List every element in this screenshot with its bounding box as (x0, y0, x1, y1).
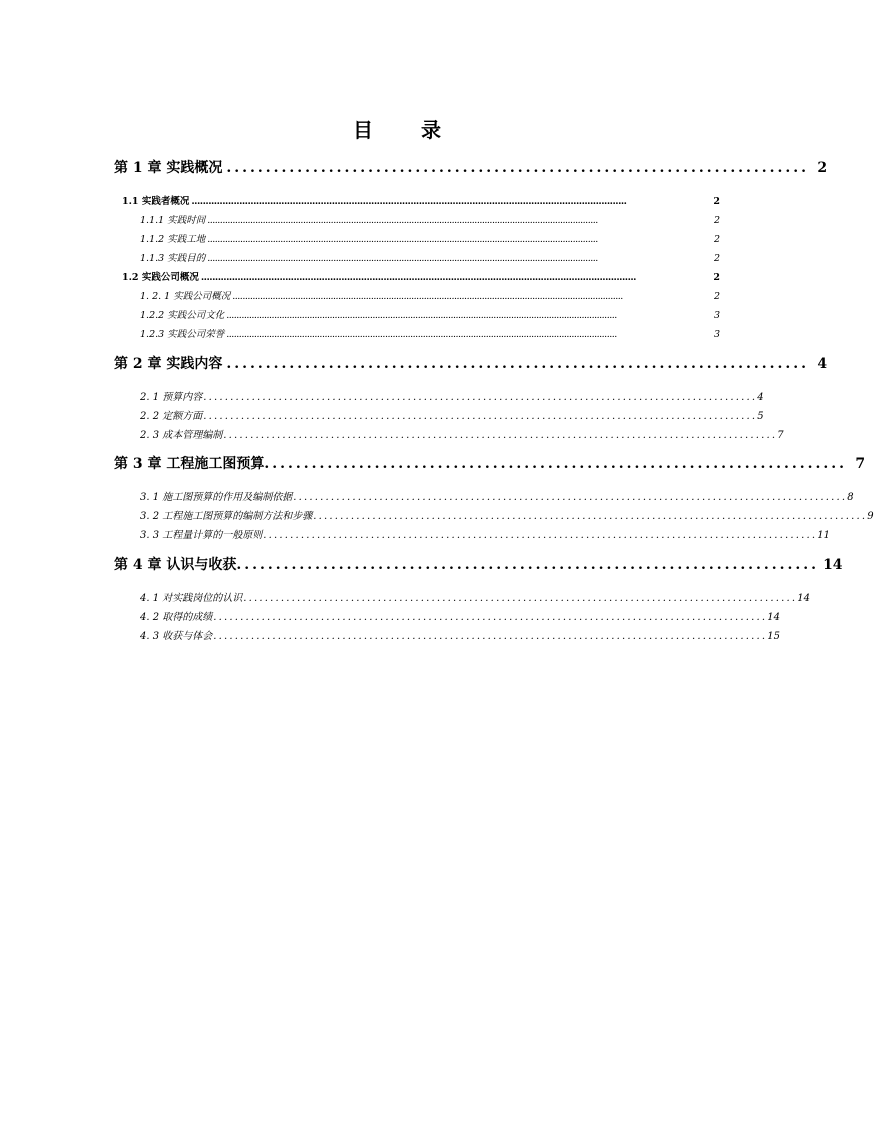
leader-dots: ....................................................................................................... (223, 430, 778, 441)
toc-entry-page: 5 (757, 411, 764, 422)
toc-entry-label: 1.1.1 实践时间 (140, 215, 206, 226)
leader-dots: .......................................................................... (226, 160, 810, 176)
toc-entry-label: 1. 2. 1 实践公司概况 (140, 291, 231, 302)
toc-entry-chapter-1[interactable] (114, 157, 828, 177)
toc-entry-label: 第 2 章 实践内容 (114, 356, 223, 372)
toc-entry-4-1[interactable] (140, 589, 811, 604)
leader-dots: ....................................................................................................... (203, 411, 758, 422)
toc-entry-label: 1.1.3 实践目的 (140, 253, 206, 264)
toc-entry-1-1-2[interactable] (140, 231, 720, 245)
leader-dots: ....................................................................................................... (263, 530, 818, 541)
toc-entry-chapter-3[interactable] (114, 453, 866, 473)
toc-entry-label: 第 3 章 工程施工图预算 (114, 456, 265, 472)
toc-entry-label: 3. 3 工程量计算的一般原则 (140, 530, 263, 541)
toc-entry-label: 4. 2 取得的成绩 (140, 612, 213, 623)
toc-entry-label: 3. 2 工程施工图预算的编制方法和步骤 (140, 511, 313, 522)
toc-entry-page: 2 (713, 253, 720, 264)
toc-entry-1-1[interactable] (122, 193, 720, 207)
toc-entry-1-2-1[interactable] (140, 288, 720, 302)
leader-dots: .......................................................................... (236, 557, 820, 573)
toc-entry-3-3[interactable] (140, 526, 831, 541)
toc-entry-1-2-2[interactable] (140, 307, 720, 321)
leader-dots: ....................................................................................................... (243, 593, 798, 604)
leader-dots: ........................................................................................................................................................... (207, 234, 598, 245)
toc-entry-1-2[interactable] (122, 269, 720, 283)
leader-dots: ........................................................................................................................................................... (232, 291, 623, 302)
toc-entry-label: 1.2.3 实践公司荣誉 (140, 329, 225, 340)
toc-title-char-1: 目 (353, 118, 373, 142)
leader-dots: ....................................................................................................... (313, 511, 868, 522)
toc-title-char-2: 录 (421, 118, 441, 142)
leader-dots: ....................................................................................................... (293, 492, 848, 503)
leader-dots: ........................................................................................................................................................... (191, 196, 627, 207)
toc-entry-page: 2 (713, 234, 720, 245)
toc-entry-chapter-2[interactable] (114, 353, 828, 373)
leader-dots: ........................................................................................................................................................... (207, 215, 598, 226)
toc-entry-1-1-1[interactable] (140, 212, 720, 226)
toc-entry-page: 7 (777, 430, 784, 441)
leader-dots: ........................................................................................................................................................... (226, 310, 617, 321)
toc-entry-label: 4. 3 收获与体会 (140, 631, 213, 642)
toc-entry-page: 2 (713, 215, 720, 226)
toc-entry-page: 3 (713, 329, 720, 340)
leader-dots: ....................................................................................................... (213, 612, 768, 623)
toc-title (0, 114, 794, 143)
toc-entry-1-2-3[interactable] (140, 326, 720, 340)
toc-entry-2-3[interactable] (140, 426, 784, 441)
toc-entry-label: 2. 1 预算内容 (140, 392, 203, 403)
leader-dots: ........................................................................................................................................................... (200, 272, 636, 283)
toc-entry-label: 1.1.2 实践工地 (140, 234, 206, 245)
toc-entry-page: 14 (823, 557, 843, 573)
toc-entry-page: 8 (847, 492, 854, 503)
toc-entry-4-2[interactable] (140, 608, 781, 623)
toc-entry-label: 2. 3 成本管理编制 (140, 430, 223, 441)
toc-entry-page: 4 (757, 392, 764, 403)
toc-entry-page: 2 (713, 272, 720, 283)
toc-entry-page: 2 (817, 160, 828, 176)
toc-entry-page: 7 (855, 456, 866, 472)
toc-entry-page: 3 (713, 310, 720, 321)
toc-entry-page: 2 (713, 291, 720, 302)
toc-entry-3-2[interactable] (140, 507, 874, 522)
toc-entry-4-3[interactable] (140, 627, 781, 642)
toc-entry-1-1-3[interactable] (140, 250, 720, 264)
toc-entry-label: 1.1 实践者概况 (122, 196, 190, 207)
toc-entry-page: 14 (797, 593, 811, 604)
toc-entry-3-1[interactable] (140, 488, 854, 503)
toc-entry-page: 11 (817, 530, 831, 541)
toc-entry-page: 4 (817, 356, 828, 372)
leader-dots: ....................................................................................................... (213, 631, 768, 642)
toc-entry-page: 14 (767, 612, 781, 623)
toc-entry-page: 2 (713, 196, 720, 207)
toc-entry-label: 1.2 实践公司概况 (122, 272, 199, 283)
leader-dots: ........................................................................................................................................................... (226, 329, 617, 340)
toc-entry-label: 第 4 章 认识与收获 (114, 557, 237, 573)
leader-dots: ........................................................................................................................................................... (207, 253, 598, 264)
toc-entry-chapter-4[interactable] (114, 554, 843, 574)
toc-entry-label: 1.2.2 实践公司文化 (140, 310, 225, 321)
toc-entry-label: 4. 1 对实践岗位的认识 (140, 593, 243, 604)
toc-entry-page: 15 (767, 631, 781, 642)
toc-entry-2-2[interactable] (140, 407, 764, 422)
leader-dots: ....................................................................................................... (203, 392, 758, 403)
toc-entry-2-1[interactable] (140, 388, 764, 403)
toc-entry-label: 2. 2 定额方面 (140, 411, 203, 422)
toc-entry-page: 9 (867, 511, 874, 522)
toc-entry-label: 3. 1 施工图预算的作用及编制依据 (140, 492, 293, 503)
toc-entry-label: 第 1 章 实践概况 (114, 160, 223, 176)
leader-dots: .......................................................................... (226, 356, 810, 372)
leader-dots: .......................................................................... (264, 456, 848, 472)
